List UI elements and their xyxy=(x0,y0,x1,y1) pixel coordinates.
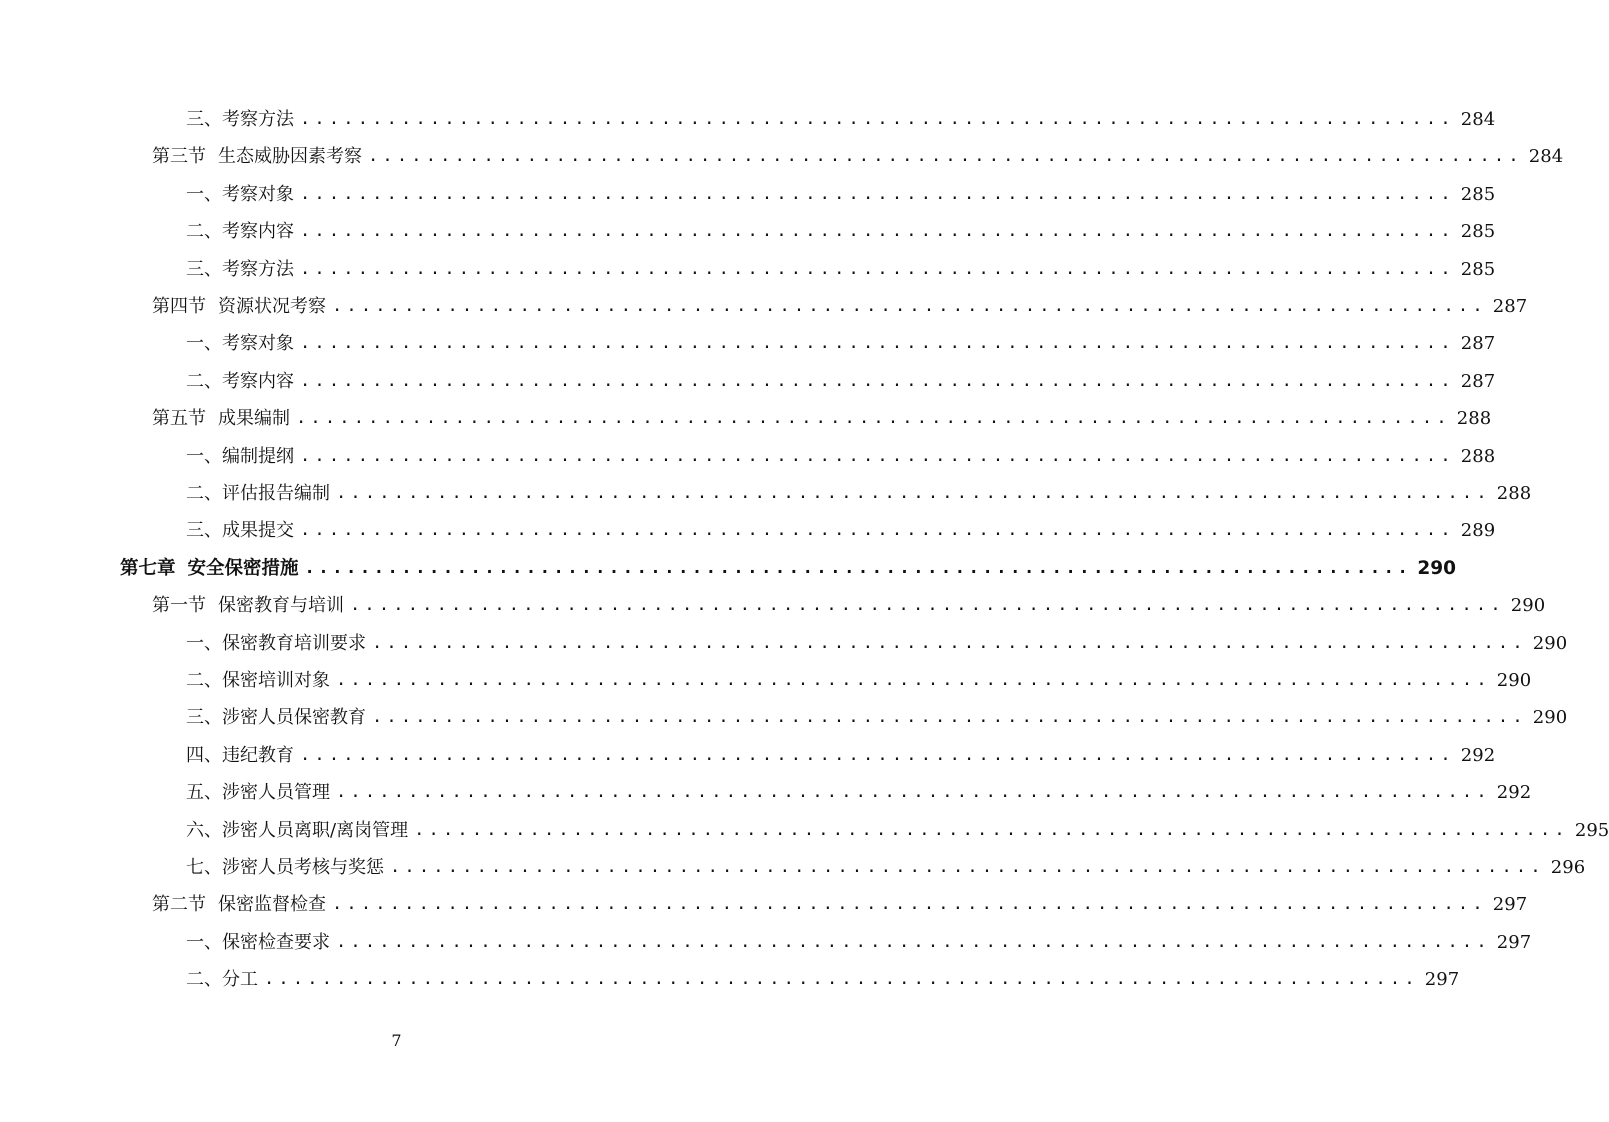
toc-entry-prefix: 五、 xyxy=(186,782,222,804)
toc-entry-prefix: 二、 xyxy=(186,221,222,243)
toc-entry-prefix: 一、 xyxy=(186,632,222,654)
toc-entry-section[interactable] xyxy=(152,138,1564,175)
toc-entry-title: 保密培训对象 xyxy=(222,670,330,691)
toc-entry-page-number: 297 xyxy=(1424,969,1460,991)
toc-entry-title: 分工 xyxy=(222,969,258,991)
toc-entry-title: 考察对象 xyxy=(222,333,294,355)
toc-entry-label xyxy=(186,924,330,961)
toc-leader-dots: ................................................................................ xyxy=(372,632,1527,653)
toc-entry-page-number: 285 xyxy=(1460,258,1496,280)
toc-entry-title: 成果提交 xyxy=(222,520,294,542)
toc-leader-dots: ................................................................................ xyxy=(300,520,1455,541)
toc-entry-label xyxy=(186,699,366,736)
toc-entry-prefix: 二、 xyxy=(186,483,222,504)
toc-entry-prefix: 第三节 xyxy=(152,146,206,168)
toc-entry-section[interactable] xyxy=(152,886,1528,923)
toc-entry-prefix: 一、 xyxy=(186,183,222,205)
toc-entry-title: 资源状况考察 xyxy=(218,296,326,317)
toc-entry-prefix: 一、 xyxy=(186,333,222,355)
toc-entry-item[interactable] xyxy=(186,662,1532,699)
toc-entry-page-number: 287 xyxy=(1492,296,1528,317)
toc-entry-prefix: 三、 xyxy=(186,258,222,280)
toc-entry-page-number: 296 xyxy=(1550,857,1586,878)
toc-leader-dots: ................................................................................ xyxy=(300,183,1455,204)
toc-entry-title: 考察内容 xyxy=(222,370,294,392)
toc-entry-title: 保密监督检查 xyxy=(218,894,326,916)
toc-entry-page-number: 288 xyxy=(1456,408,1492,430)
toc-entry-page-number: 290 xyxy=(1496,670,1532,691)
toc-entry-label xyxy=(186,812,408,849)
toc-entry-prefix: 三、 xyxy=(186,520,222,542)
toc-entry-prefix: 第五节 xyxy=(152,408,206,430)
toc-entry-title: 生态威胁因素考察 xyxy=(218,146,362,168)
toc-entry-page-number: 297 xyxy=(1496,931,1532,953)
toc-entry-item[interactable] xyxy=(186,101,1496,138)
toc-leader-dots: ................................................................................ xyxy=(350,595,1505,616)
toc-entry-prefix: 四、 xyxy=(186,744,222,766)
toc-entry-title: 安全保密措施 xyxy=(187,557,299,579)
toc-entry-label xyxy=(186,662,330,699)
toc-entry-page-number: 288 xyxy=(1496,483,1532,504)
toc-entry-page-number: 284 xyxy=(1460,109,1496,130)
toc-entry-label xyxy=(186,363,294,400)
toc-leader-dots: ................................................................................ xyxy=(296,408,1451,429)
toc-entry-page-number: 287 xyxy=(1460,370,1496,392)
toc-entry-page-number: 290 xyxy=(1532,632,1568,654)
toc-leader-dots: ................................................................................ xyxy=(368,146,1523,167)
toc-entry-label xyxy=(186,101,294,138)
toc-leader-dots: ................................................................................ xyxy=(336,670,1491,690)
toc-entry-item[interactable] xyxy=(186,438,1496,475)
toc-leader-dots: ................................................................................ xyxy=(300,109,1455,129)
toc-entry-title: 保密教育与培训 xyxy=(218,595,344,617)
toc-leader-dots: ................................................................................ xyxy=(264,969,1419,990)
toc-entry-page-number: 289 xyxy=(1460,520,1496,542)
toc-entry-label xyxy=(186,251,294,288)
toc-entry-page-number: 292 xyxy=(1460,744,1496,766)
toc-entry-section[interactable] xyxy=(152,288,1528,325)
toc-entry-page-number: 288 xyxy=(1460,445,1496,467)
toc-entry-label xyxy=(186,325,294,362)
toc-leader-dots: ................................................................................ xyxy=(300,744,1455,765)
toc-entry-page-number: 295 xyxy=(1574,819,1609,841)
toc-entry-label xyxy=(152,138,362,175)
toc-entry-page-number: 292 xyxy=(1496,782,1532,804)
toc-entry-item[interactable] xyxy=(186,924,1532,961)
toc-entry-title: 考察方法 xyxy=(222,109,294,130)
toc-entry-title: 编制提纲 xyxy=(222,445,294,467)
toc-entry-title: 考察对象 xyxy=(222,183,294,205)
toc-entry-label xyxy=(186,512,294,549)
toc-entry-title: 评估报告编制 xyxy=(222,483,330,504)
toc-entry-prefix: 第四节 xyxy=(152,296,206,317)
toc-entry-page-number: 285 xyxy=(1460,221,1496,243)
toc-leader-dots: ................................................................................ xyxy=(300,258,1455,279)
toc-entry-label xyxy=(186,213,294,250)
toc-entry-label xyxy=(186,176,294,213)
toc-entry-label xyxy=(152,886,326,923)
toc-entry-label xyxy=(152,288,326,325)
toc-entry-item[interactable] xyxy=(186,325,1496,362)
toc-entry-item[interactable] xyxy=(186,849,1586,886)
toc-entry-prefix: 二、 xyxy=(186,370,222,392)
toc-leader-dots: ................................................................................ xyxy=(414,819,1569,840)
toc-entry-title: 违纪教育 xyxy=(222,744,294,766)
toc-entry-item[interactable] xyxy=(186,699,1568,736)
toc-entry-label xyxy=(152,400,290,437)
toc-entry-item[interactable] xyxy=(186,737,1496,774)
toc-entry-item[interactable] xyxy=(186,363,1496,400)
toc-entry-title: 保密教育培训要求 xyxy=(222,632,366,654)
toc-entry-prefix: 三、 xyxy=(186,707,222,729)
toc-entry-section[interactable] xyxy=(152,587,1546,624)
toc-entry-item[interactable] xyxy=(186,176,1496,213)
toc-entry-label xyxy=(186,625,366,662)
toc-entry-title: 考察内容 xyxy=(222,221,294,243)
toc-entry-prefix: 第七章 xyxy=(120,557,176,579)
toc-entry-item[interactable] xyxy=(186,625,1568,662)
toc-entry-page-number: 290 xyxy=(1532,707,1568,729)
toc-entry-title: 保密检查要求 xyxy=(222,931,330,953)
toc-entry-item[interactable] xyxy=(186,512,1496,549)
toc-entry-title: 涉密人员保密教育 xyxy=(222,707,366,729)
toc-leader-dots: ................................................................................ xyxy=(332,296,1487,316)
toc-entry-label xyxy=(186,438,294,475)
toc-leader-dots: ................................................................................ xyxy=(336,782,1491,803)
toc-leader-dots: ................................................................................ xyxy=(300,445,1455,466)
toc-entry-item[interactable] xyxy=(186,475,1532,512)
toc-entry-page-number: 297 xyxy=(1492,894,1528,916)
toc-entry-title: 涉密人员离职/离岗管理 xyxy=(222,819,409,841)
toc-entry-item[interactable] xyxy=(186,251,1496,288)
page-number-footer: 7 xyxy=(391,1031,402,1050)
toc-entry-label xyxy=(120,550,299,587)
toc-leader-dots: ................................................................................ xyxy=(372,707,1527,728)
toc-leader-dots: ................................................................................ xyxy=(336,931,1491,952)
toc-leader-dots: ................................................................................ xyxy=(300,221,1455,242)
toc-entry-page-number: 285 xyxy=(1460,183,1496,205)
toc-entry-prefix: 二、 xyxy=(186,969,222,991)
toc-entry-label xyxy=(152,587,344,624)
toc-entry-item[interactable] xyxy=(186,961,1460,998)
toc-entry-chapter[interactable] xyxy=(120,550,1456,587)
toc-entry-prefix: 六、 xyxy=(186,819,222,841)
toc-entry-page-number: 290 xyxy=(1417,557,1456,579)
toc-entry-label xyxy=(186,737,294,774)
toc-entry-label xyxy=(186,849,384,886)
toc-entry-item[interactable] xyxy=(186,213,1496,250)
toc-entry-prefix: 七、 xyxy=(186,857,222,878)
toc-entry-prefix: 第一节 xyxy=(152,595,206,617)
toc-entry-title: 涉密人员考核与奖惩 xyxy=(222,857,384,878)
toc-entry-page-number: 287 xyxy=(1460,333,1496,355)
toc-entry-prefix: 一、 xyxy=(186,931,222,953)
toc-entry-page-number: 284 xyxy=(1528,146,1564,168)
toc-entry-title: 涉密人员管理 xyxy=(222,782,330,804)
toc-leader-dots: ................................................................................ xyxy=(336,483,1491,503)
toc-entry-label xyxy=(186,475,330,512)
toc-leader-dots: ................................................................................ xyxy=(390,857,1545,877)
toc-entry-label xyxy=(186,961,258,998)
toc-entry-label xyxy=(186,774,330,811)
toc-leader-dots: ................................................................................ xyxy=(304,557,1412,578)
toc-entry-title: 考察方法 xyxy=(222,258,294,280)
toc-leader-dots: ................................................................................ xyxy=(300,370,1455,391)
toc-entry-item[interactable] xyxy=(186,774,1532,811)
toc-entry-section[interactable] xyxy=(152,400,1492,437)
toc-leader-dots: ................................................................................ xyxy=(300,333,1455,354)
toc-entry-page-number: 290 xyxy=(1510,595,1546,617)
toc-entry-prefix: 二、 xyxy=(186,670,222,691)
toc-entry-item[interactable] xyxy=(186,812,1609,849)
toc-entry-prefix: 第二节 xyxy=(152,894,206,916)
toc-entry-title: 成果编制 xyxy=(218,408,290,430)
toc-entry-prefix: 三、 xyxy=(186,109,222,130)
toc-entry-prefix: 一、 xyxy=(186,445,222,467)
toc-leader-dots: ................................................................................ xyxy=(332,894,1487,915)
